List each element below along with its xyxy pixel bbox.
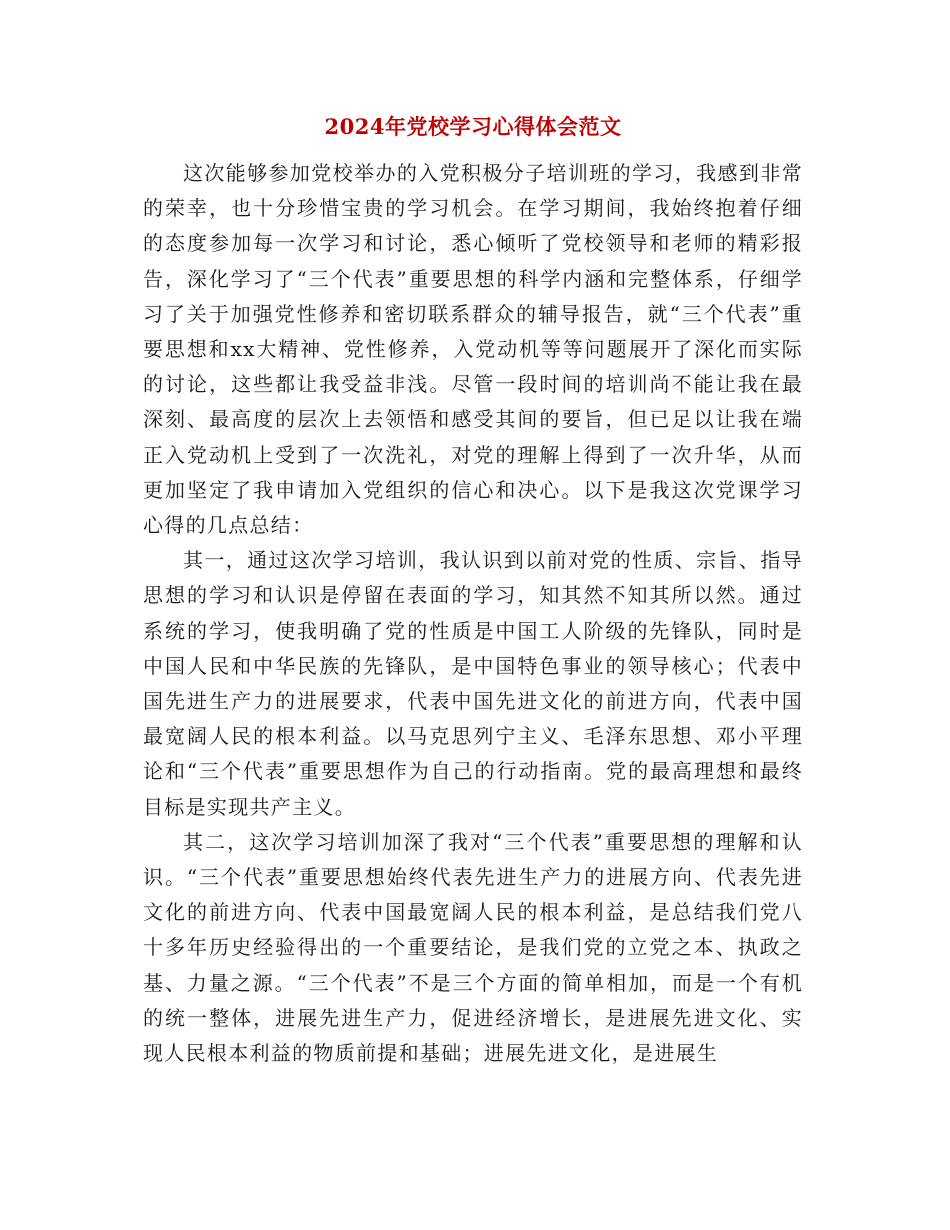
paragraph-point-one: 其一，通过这次学习培训，我认识到以前对党的性质、宗旨、指导思想的学习和认识是停留在表面的学习，知其然不知其所以然。通过系统的学习，使我明确了党的性质是中国工人阶级的先锋队，同时是中国人民和中华民族的先锋队，是中国特色事业的领导核心；代表中国先进生产力的进展要求，代表中国先进文化的前进方向，代表中国最宽阔人民的根本利益。以马克思列宁主义、毛泽东思想、邓小平理论和“三个代表”重要思想作为自己的行动指南。党的最高理想和最终目标是实现共产主义。 bbox=[143, 548, 803, 819]
document-page bbox=[143, 112, 803, 1071]
paragraph-point-two: 其二，这次学习培训加深了我对“三个代表”重要思想的理解和认识。“三个代表”重要思想始终代表先进生产力的进展方向、代表先进文化的前进方向、代表中国最宽阔人民的根本利益，是总结我们党八十多年历史经验得出的一个重要结论，是我们党的立党之本、执政之基、力量之源。“三个代表”不是三个方面的简单相加，而是一个有机的统一整体，进展先进生产力，促进经济增长，是进展先进文化、实现人民根本利益的物质前提和基础；进展先进文化，是进展生 bbox=[143, 829, 803, 1066]
document-title: 2024年党校学习心得体会范文 bbox=[324, 114, 622, 139]
paragraph-intro: 这次能够参加党校举办的入党积极分子培训班的学习，我感到非常的荣幸，也十分珍惜宝贵的学习机会。在学习期间，我始终抱着仔细的态度参加每一次学习和讨论，悉心倾听了党校领导和老师的精彩报告，深化学习了“三个代表”重要思想的科学内涵和完整体系，仔细学习了关于加强党性修养和密切联系群众的辅导报告，就“三个代表”重要思想和xx大精神、党性修养，入党动机等等问题展开了深化而实际的讨论，这些都让我受益非浅。尽管一段时间的培训尚不能让我在最深刻、最高度的层次上去领悟和感受其间的要旨，但已足以让我在端正入党动机上受到了一次洗礼，对党的理解上得到了一次升华，从而更加坚定了我申请加入党组织的信心和决心。以下是我这次党课学习心得的几点总结： bbox=[143, 161, 803, 538]
